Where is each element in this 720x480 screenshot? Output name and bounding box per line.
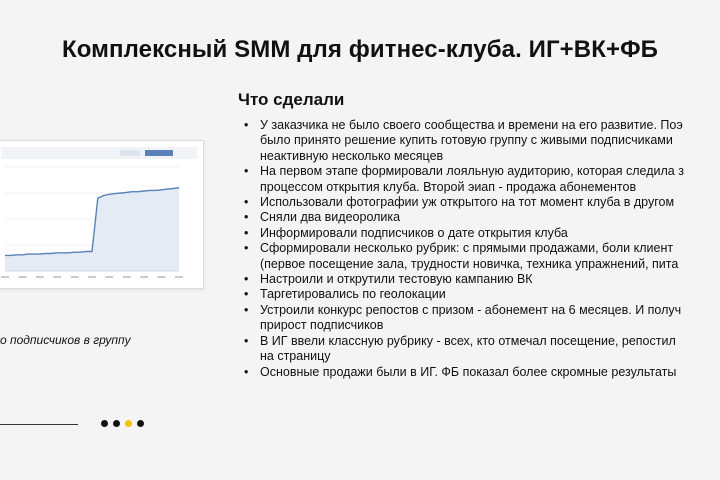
pager-dot[interactable] [101,420,108,427]
done-list [244,118,720,380]
bullet-dot: • [244,195,249,210]
list-item-text: Сформировали несколько рубрик: с прямыми продажами, боли клиент [260,241,674,256]
chart-tick-mark [123,276,131,278]
pager-dot[interactable] [113,420,120,427]
list-item-text: На первом этапе формировали лояльную аудиторию, которая следила з [260,164,684,179]
pager-dot[interactable] [137,420,144,427]
list-item [244,334,720,365]
list-item-text: Таргетировались по геолокации [260,287,446,302]
list-item-text: Информировали подписчиков о дате открытия клуба [260,225,568,240]
section-title: Что сделали [238,90,345,109]
list-item-text: было принято решение купить готовую группу с живыми подписчиками [260,133,673,148]
list-item [244,272,720,287]
list-item [244,195,720,210]
list-item-text: процессом открытия клуба. Второй эиап - продажа абонементов [260,179,637,194]
chart-tick-mark [88,276,96,278]
chart-tick-mark [140,276,148,278]
chart-svg [0,141,203,288]
bullet-dot: • [244,272,249,287]
list-item-text: Устроили конкурс репостов с призом - абонемент на 6 месяцев. И получ [260,302,682,317]
list-item-text: Настроили и открутили тестовую кампанию ВК [260,272,533,287]
chart-header-chip-active [145,150,173,156]
chart-caption: о подписчиков в группу [0,333,131,347]
bullet-dot: • [244,364,249,379]
pager-dot[interactable] [125,420,132,427]
bullet-dot: • [244,225,249,240]
chart-tick-mark [18,276,26,278]
bullet-dot: • [244,241,249,256]
list-item-text: Сняли два видеоролика [260,210,401,225]
chart-header-chip [120,150,140,156]
bullet-dot: • [244,118,249,132]
list-item [244,365,720,380]
chart-tick-mark [53,276,61,278]
list-item-text: Основные продажи были в ИГ. ФБ показал более скромные результаты [260,364,677,379]
list-item [244,164,720,195]
list-item-text: (первое посещение зала, трудности новичка, техника упражнений, пита [260,256,679,271]
list-item [244,210,720,225]
list-item [244,241,720,272]
slide-pager [101,420,144,427]
bullet-dot: • [244,302,249,317]
list-item [244,118,720,164]
list-item-text: В ИГ ввели классную рубрику - всех, кто отмечал посещение, репостил [260,333,676,348]
list-item [244,226,720,241]
list-item-text: прирост подписчиков [260,318,384,333]
bullet-dot: • [244,164,249,179]
chart-tick-mark [71,276,79,278]
chart-tick-mark [1,276,9,278]
list-item-text: неактивную несколько месяцев [260,148,444,163]
chart-tick-mark [36,276,44,278]
footer-divider [0,424,78,425]
slide-title: Комплексный SMM для фитнес-клуба. ИГ+ВК+ФБ [61,36,659,63]
list-item [244,303,720,334]
list-item-text: У заказчика не было своего сообщества и времени на его развитие. Поэ [260,118,683,132]
list-item [244,287,720,302]
chart-tick-mark [105,276,113,278]
bullet-dot: • [244,287,249,302]
chart-tick-mark [158,276,166,278]
list-item-text: на страницу [260,349,331,364]
subscriber-growth-chart [0,140,204,289]
chart-tick-mark [175,276,183,278]
bullet-dot: • [244,333,249,348]
list-item-text: Использовали фотографии уж открытого на тот момент клуба в другом [260,195,675,210]
bullet-dot: • [244,210,249,225]
